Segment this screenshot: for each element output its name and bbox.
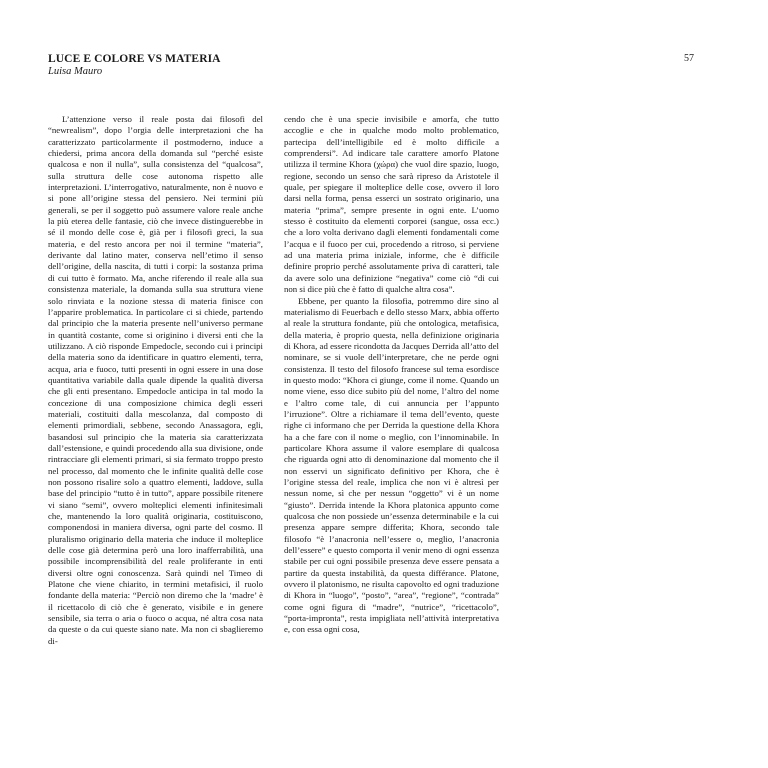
paragraph: Ebbene, per quanto la filosofia, potremmo dire sino al materialismo di Feuerbach e dello stesso Marx, abbia offerto al reale la struttura fondante, più che ontologica, metafisica, della materia, è proprio questa, nella definizione originaria di Khora, ad essere ricondotta da Jacques Derrida all’atto del nominare, se si vuole dell’interpretare, che ne perde ogni consistenza. Il testo del filosofo francese sul tema esordisce in questo modo: “Khora ci giunge, come il nome. Quando un nome viene, esso dice subito più del nome, l’altro del nome e l’altro come tale, di cui annuncia per l’appunto l’irruzione”. Oltre a richiamare il tema dell’evento, queste righe ci informano che per Derrida la questione della Khora ha a che fare con il nome o meglio, con l’innominabile. In particolare Khora assume il valore esemplare di qualcosa che riguarda ogni atto di denominazione dal momento che il non esservi un significato definitivo per Khora, che è l’origine stessa del reale, implica che non vi è altresì per nessun nome, sì che per nessun “oggetto” vi è un nome “giusto”. Derrida intende la Khora platonica appunto come qualcosa che non possiede un’essenza determinabile e la cui presenza appare sempre differita; Khora, secondo tale filosofo “è l’anacronia nell’essere o, meglio, l’anacronia dell’essere” e questo comporta il venir meno di ogni essenza stabile per cui ogni possibile presenza deve essere pensata a partire da questa instabilità, da questa différance. Platone, ovvero il platonismo, ne risulta capovolto ed ogni traduzione di Khora in “luogo”, “posto”, “area”, “regione”, “contrada” come ogni figura di “madre”, “nutrice”, “ricettacolo”, “porta-impronta”, resta impigliata nell’attività interpretativa e, con essa ogni cosa, <box>284 295 499 635</box>
article-author: Luisa Mauro <box>48 66 103 77</box>
page-number: 57 <box>684 53 694 64</box>
paragraph: L’attenzione verso il reale posta dai filosofi del “newrealism”, dopo l’orgia delle interpretazioni che ha caratterizzato particolarmente il postmoderno, induce a chiedersi, prima ancora della domanda sul “perché esiste qualcosa e non il nulla”, sulla consistenza del “qualcosa”, sulla struttura delle cose autonoma rispetto alle interpretazioni. L’interrogativo, naturalmente, non è nuovo e si pone all’origine stessa del pensiero. Nei termini più generali, se per il soggetto può assumere valore reale anche la più eterea delle fantasie, ciò che invece distinguerebbe in sé il mondo delle cose è, già per i filosofi greci, la sua materia, e del resto ancora per noi il termine “materia”, derivante dal latino mater, conserva nell’etimo il senso dell’origine, della nascita, di tutti i corpi: la sostanza prima di cui tutto è formato. Ma, anche riferendo il reale alla sua consistenza materiale, la domanda sulla sua struttura viene solo rinviata e la nozione stessa di materia finisce con l’apparire problematica. In particolare ci si chiede, partendo dal principio che la materia presente nell’universo permane in quantità costante, come si originino i diversi enti che la utilizzano. A ciò risponde Empedocle, secondo cui i principi della materia sono da identificare in quattro elementi, terra, acqua, aria e fuoco, tutti presenti in ogni essere in una dose quantitativa variabile dalla quale dipende la qualità diversa che gli enti presentano. Empedocle anticipa in tal modo la concezione di una composizione chimica degli esseri materiali, costituiti dalla mescolanza, dal composto di elementi primordiali, sebbene, secondo Anassagora, egli, basandosi sul principio che la materia sia caratterizzata dall’estensione, e quindi procedendo alla sua divisione, onde rintracciare gli elementi primari, si sia fermato troppo presto nel processo, dal momento che le infinite qualità delle cose non possono risalire solo a quattro elementi, laddove, sulla base del principio “tutto è in tutto”, appare possibile ritenere vi siano “semi”, ovvero molteplici elementi infinitesimali che, mantenendo la loro qualità originaria, costituiscono, componendosi in maniera diversa, ogni parte del cosmo. Il pluralismo originario della materia che induce il molteplice delle cose già determina però una loro inafferrabilità, una possibile incomprensibilità del reale proliferante in enti diversi oltre ogni conoscenza. Sarà quindi nel Timeo di Platone che viene chiarito, in termini metafisici, il ruolo fondante della materia: “Perciò non diremo che la ‘madre’ è il ricettacolo di ciò che è generato, visibile e in genere sensibile, sia terra o aria o fuoco o acqua, né altra cosa nata da queste o da cui queste siano nate. Ma non ci sbaglieremo di- <box>48 114 263 646</box>
text-column-left <box>48 114 263 647</box>
article-header <box>48 53 221 78</box>
article-title: LUCE E COLORE VS MATERIA <box>48 53 221 65</box>
text-column-right <box>284 114 499 636</box>
paragraph: cendo che è una specie invisibile e amorfa, che tutto accoglie e che in qualche modo molto problematico, partecipa dell’intelligibile ed è molto difficile a comprendersi”. Ad indicare tale carattere amorfo Platone utilizza il termine Khora (χώρα) che vuol dire spazio, luogo, regione, secondo un senso che sarà ripreso da Aristotele il quale, per spiegare il molteplice delle cose, ovvero il loro darsi nella forma, pensa esserci un sostrato originario, una materia “prima”, sempre presente in ogni ente. L’uomo stesso è costituito da elementi corporei (sangue, ossa ecc.) che a loro volta derivano dagli elementi fondamentali come l’acqua e il fuoco per cui, procedendo a ritroso, si perviene ad una materia prima iniziale, informe, che è difficile definire proprio perché assolutamente priva di caratteri, tale da avere solo una definizione “negativa” come ciò “di cui non si dice più che è fatto di qualche altra cosa”. <box>284 114 499 295</box>
